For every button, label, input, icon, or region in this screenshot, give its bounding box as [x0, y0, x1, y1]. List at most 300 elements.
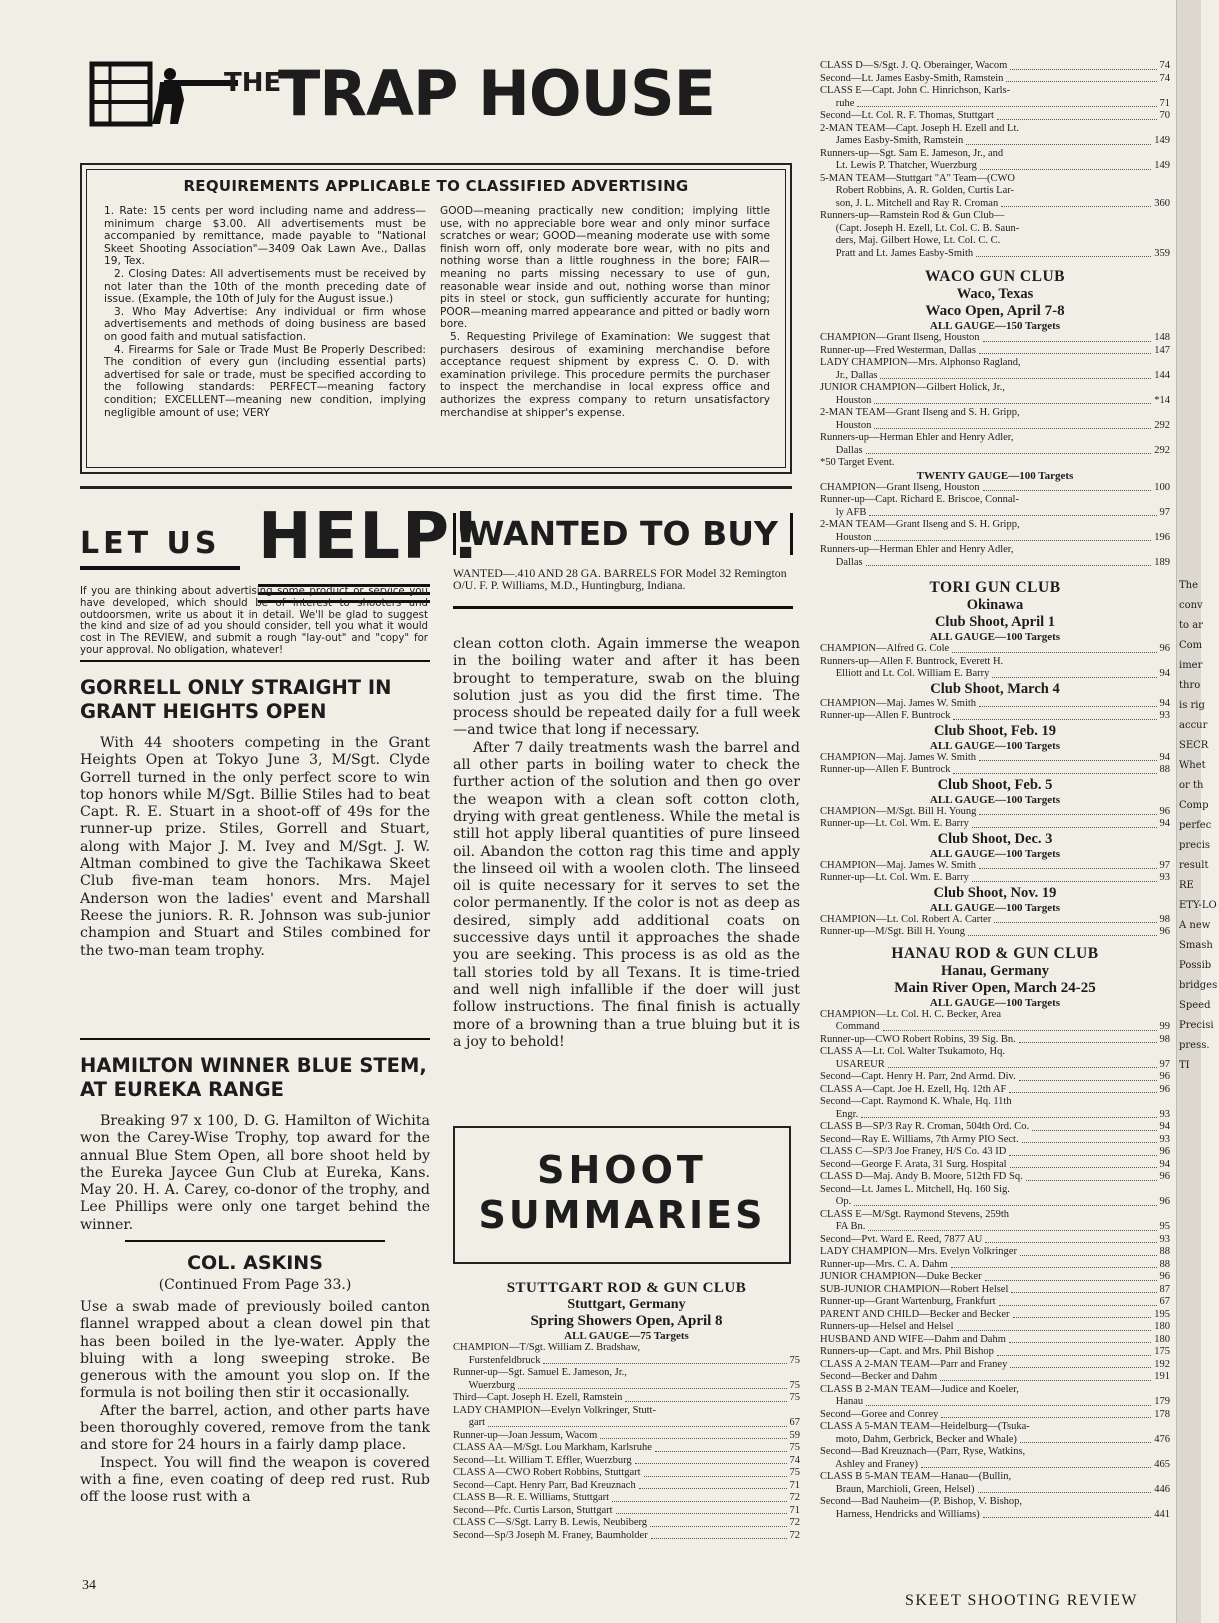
entry-score: 476: [1154, 1433, 1170, 1445]
stuttgart-list-row: [453, 1492, 800, 1505]
tori-event-gauge: ALL GAUGE—100 Targets: [929, 631, 1061, 643]
waco-list-1-row: [820, 357, 1170, 370]
dot-leader: [1011, 1292, 1156, 1293]
entry-score: 93: [1159, 872, 1170, 883]
stuttgart-list-row: [453, 1417, 800, 1430]
gorrell-article: [80, 660, 430, 960]
entry-label: CHAMPION—Grant Ilseng, Houston: [820, 481, 980, 493]
entry-label: Houston: [820, 394, 872, 406]
hanau-list-row: [820, 1034, 1170, 1047]
entry-label: LADY CHAMPION—Evelyn Volkringer, Stutt-: [453, 1404, 656, 1416]
entry-score: 191: [1154, 1371, 1170, 1382]
dot-leader: [983, 1517, 1151, 1518]
stuttgart-continued-list-row: [820, 223, 1170, 236]
stuttgart-list-row: [453, 1530, 800, 1543]
next-page-fragments: [1179, 576, 1219, 1076]
tori-event-row: [820, 698, 1170, 711]
dot-leader: [921, 1467, 1151, 1468]
tori-event-row: [820, 806, 1170, 819]
stuttgart-place: Stuttgart, Germany: [567, 1297, 686, 1312]
entry-score: 75: [789, 1442, 800, 1453]
entry-score: 446: [1154, 1483, 1170, 1495]
bluing-continued: [453, 636, 800, 1051]
entry-label: 2-MAN TEAM—Grant Ilseng and S. H. Gripp,: [820, 519, 1020, 530]
waco-list-1-row: [820, 345, 1170, 358]
entry-label: Runners-up—Ramstein Rod & Gun Club—: [820, 210, 1005, 221]
stuttgart-continued-list-row: [820, 248, 1170, 261]
hanau-list-row: [820, 1409, 1170, 1422]
entry-score: 96: [1159, 643, 1170, 654]
entry-score: 88: [1159, 764, 1170, 775]
entry-label: Runners-up—Herman Ehler and Henry Adler,: [820, 432, 1014, 443]
entry-label: Runner-up—Allen F. Buntrock: [820, 764, 951, 775]
entry-label: Runners-up—Sgt. Sam E. Jameson, Jr., and: [820, 147, 1004, 159]
dot-leader: [861, 1117, 1156, 1118]
dot-leader: [1010, 1367, 1151, 1368]
waco-list-2-row: [820, 557, 1170, 570]
stuttgart-continued-list-row: [820, 73, 1170, 86]
entry-label: CLASS A 2-MAN TEAM—Parr and Franey: [820, 1358, 1008, 1370]
entry-label: Runner-up—CWO Robert Robins, 39 Sig. Bn.: [820, 1033, 1016, 1045]
hanau-list-row: [820, 1234, 1170, 1247]
entry-label: Third—Capt. Joseph H. Ezell, Ramstein: [453, 1392, 623, 1403]
hanau-list-row: [820, 1246, 1170, 1259]
entry-label: 2-MAN TEAM—Grant Ilseng and S. H. Gripp,: [820, 407, 1020, 418]
magazine-footer: SKEET SHOOTING REVIEW: [905, 1592, 1138, 1609]
hanau-list-row: [820, 1421, 1170, 1434]
req-rate: 1. Rate: 15 cents per word including name and address—minimum charge $3.00. All advertisements must be accompanied by remittance, made payable to "National Skeet Shooting Association"—3409 Oak Lawn Ave., Dallas 19, Tex.: [104, 205, 426, 268]
dot-leader: [997, 1355, 1151, 1356]
waco-list-1-row: [820, 432, 1170, 445]
entry-label: CLASS E—M/Sgt. Raymond Stevens, 259th: [820, 1208, 1010, 1220]
hanau-list-row: [820, 1259, 1170, 1272]
hanau-list-row: [820, 1109, 1170, 1122]
entry-score: 94: [1159, 668, 1170, 679]
tori-event-gauge: ALL GAUGE—100 Targets: [929, 847, 1061, 860]
entry-label: 2-MAN TEAM—Capt. Joseph H. Ezell and Lt.: [820, 122, 1019, 134]
entry-label: Runner-up—Sgt. Samuel E. Jameson, Jr.,: [453, 1367, 627, 1378]
next-page-fragment: thro: [1179, 680, 1201, 691]
tori-event-title: Club Shoot, Feb. 19: [933, 722, 1057, 739]
req-who-may-advertise: 3. Who May Advertise: Any individual or firm whose advertisements and methods of doing business are based on good faith and mutual satisfaction.: [104, 305, 426, 343]
entry-label: Runner-up—Mrs. C. A. Dahm: [820, 1258, 948, 1270]
shoot-summaries-line-2: SUMMARIES: [478, 1193, 766, 1237]
dot-leader: [976, 256, 1151, 257]
dot-leader: [983, 341, 1152, 342]
hanau-list-row: [820, 1084, 1170, 1097]
entry-label: Runner-up—Grant Wartenburg, Frankfurt: [820, 1296, 996, 1307]
tori-event-row: [820, 764, 1170, 777]
dot-leader: [888, 1067, 1157, 1068]
entry-label: Elliott and Lt. Col. William E. Barry: [820, 668, 990, 679]
entry-label: Runners-up—Helsel and Helsel: [820, 1321, 954, 1332]
entry-label: Second—Capt. Henry H. Parr, 2nd Armd. Div.: [820, 1071, 1016, 1082]
masthead-title: TRAP HOUSE: [278, 57, 715, 130]
dot-leader: [953, 773, 1156, 774]
entry-label: Robert Robbins, A. R. Golden, Curtis Lar-: [820, 185, 1015, 196]
entry-label: Ashley and Franey): [820, 1458, 918, 1470]
waco-gauge-2: TWENTY GAUGE—100 Targets: [916, 469, 1074, 482]
req-examination: 5. Requesting Privilege of Examination: We suggest that purchasers desirous of examining merchandise before acceptance request shipment by express C. O. D. with examination privilege. This procedure permits the purchaser to inspect the merchandise in local express office and authorizes the express company to return unsatisfactory merchandise at shipper's expense.: [440, 330, 770, 419]
dot-leader: [980, 169, 1151, 170]
entry-score: 147: [1154, 344, 1170, 356]
entry-score: 99: [1159, 1021, 1170, 1032]
dot-leader: [1010, 69, 1156, 70]
tori-event-list: [820, 860, 1170, 885]
entry-score: 97: [1159, 506, 1170, 518]
entry-label: Runner-up—Lt. Col. Wm. E. Barry: [820, 872, 969, 883]
hanau-list-row: [820, 1134, 1170, 1147]
entry-score: 100: [1154, 481, 1170, 493]
dot-leader: [625, 1401, 786, 1402]
entry-label: Wuerzburg: [453, 1379, 516, 1391]
stuttgart-list: [453, 1342, 800, 1542]
hanau-list-row: [820, 1484, 1170, 1497]
stuttgart-continued-list-row: [820, 110, 1170, 123]
entry-label: Runners-up—Capt. and Mrs. Phil Bishop: [820, 1346, 994, 1357]
entry-score: 93: [1159, 710, 1170, 721]
dot-leader: [972, 881, 1157, 882]
hanau-list-row: [820, 1446, 1170, 1459]
hanau-list-row: [820, 1346, 1170, 1359]
entry-label: CLASS B—R. E. Williams, Stuttgart: [453, 1492, 610, 1503]
stuttgart-list-row: [453, 1455, 800, 1468]
next-page-fragment: conv: [1179, 600, 1203, 611]
next-page-fragment: A new: [1179, 920, 1211, 931]
entry-label: CLASS D—S/Sgt. J. Q. Oberainger, Wacom: [820, 60, 1008, 71]
dot-leader: [951, 1267, 1157, 1268]
waco-list-1-row: [820, 370, 1170, 383]
hanau-list-row: [820, 1471, 1170, 1484]
entry-score: 71: [1159, 97, 1170, 109]
stuttgart-continued-list-row: [820, 148, 1170, 161]
entry-label: CHAMPION—Maj. James W. Smith: [820, 697, 977, 709]
dot-leader: [940, 1380, 1151, 1381]
req-condition-standards: GOOD—meaning practically new condition; implying little use, with no appreciable bore wear and only minor surface scratches or wear; GOOD—meaning moderate use with some finish worn off, only moderate bore wear, with no pits and nothing worse than a little roughness in the bore; FAIR—meaning no parts missing necessary to use of gun, reasonable wear inside and out, nothing worse than minor pits in steel or stock, gun sufficiently accurate for hunting; POOR—meaning marred appearance and pitted or badly worn bore.: [440, 205, 770, 331]
tori-event-row: [820, 860, 1170, 873]
section-divider: [80, 486, 792, 489]
shoot-summaries-line-1: SHOOT: [537, 1148, 707, 1192]
tori-event-row: [820, 872, 1170, 885]
entry-score: 97: [1159, 859, 1170, 871]
entry-score: 96: [1159, 1071, 1170, 1082]
entry-score: 71: [789, 1479, 800, 1491]
hanau-list-row: [820, 1334, 1170, 1347]
dot-leader: [992, 677, 1156, 678]
entry-score: 72: [789, 1492, 800, 1503]
stuttgart-list-row: [453, 1505, 800, 1518]
entry-score: 75: [789, 1467, 800, 1478]
entry-score: 75: [789, 1379, 800, 1391]
entry-label: Engr.: [820, 1108, 859, 1120]
entry-score: 175: [1154, 1346, 1170, 1357]
entry-label: CHAMPION—Alfred G. Cole: [820, 643, 950, 654]
next-page-fragment: bridges: [1179, 980, 1218, 991]
dot-leader: [616, 1513, 787, 1514]
entry-score: 98: [1159, 913, 1170, 925]
entry-score: 72: [789, 1517, 800, 1528]
entry-label: Second—George F. Arata, 31 Surg. Hospital: [820, 1158, 1007, 1170]
hanau-list-row: [820, 1159, 1170, 1172]
entry-label: CLASS C—SP/3 Joe Franey, H/S Co. 43 ID: [820, 1146, 1007, 1157]
tori-event-title: Club Shoot, Dec. 3: [937, 830, 1053, 847]
dot-leader: [854, 1205, 1156, 1206]
next-page-edge: [1176, 0, 1218, 1623]
tori-club: TORI GUN CLUB: [929, 579, 1061, 596]
entry-label: ly AFB: [820, 506, 867, 518]
entry-label: Jr., Dallas: [820, 369, 878, 381]
entry-label: LADY CHAMPION—Mrs. Evelyn Volkringer: [820, 1246, 1017, 1257]
dot-leader: [1020, 1255, 1157, 1256]
entry-label: Pratt and Lt. James Easby-Smith: [820, 247, 974, 259]
waco-place: Waco, Texas: [956, 286, 1034, 302]
entry-score: 180: [1154, 1333, 1170, 1345]
stuttgart-event: Spring Showers Open, April 8: [530, 1313, 723, 1329]
next-page-fragment: The: [1179, 580, 1199, 591]
hanau-list-row: [820, 1009, 1170, 1022]
stuttgart-list-row: [453, 1355, 800, 1368]
next-page-fragment: Smash: [1179, 940, 1213, 951]
entry-label: ruhe: [820, 97, 855, 109]
stuttgart-list-row: [453, 1392, 800, 1405]
next-page-fragment: accur: [1179, 720, 1208, 731]
entry-score: 74: [1159, 60, 1170, 71]
gorrell-heading: GORRELL ONLY STRAIGHT IN GRANT HEIGHTS OPEN: [80, 676, 392, 723]
stuttgart-continued-list-row: [820, 235, 1170, 248]
entry-score: 94: [1159, 1158, 1170, 1170]
entry-label: CLASS A—CWO Robert Robbins, Stuttgart: [453, 1467, 641, 1478]
next-page-fragment: perfec: [1179, 820, 1212, 831]
dot-leader: [1019, 1080, 1157, 1081]
entry-label: HUSBAND AND WIFE—Dahm and Dahm: [820, 1333, 1006, 1345]
tori-event-row: [820, 668, 1170, 681]
next-page-fragment: Whet: [1179, 760, 1206, 771]
next-page-fragment: ETY-LO: [1179, 900, 1217, 911]
dot-leader: [985, 1242, 1156, 1243]
entry-label: son, J. L. Mitchell and Ray R. Croman: [820, 197, 999, 209]
tori-event-list: [820, 752, 1170, 777]
stuttgart-continued-list-row: [820, 210, 1170, 223]
stuttgart-list-row: [453, 1367, 800, 1380]
entry-label: Runner-up—Lt. Col. Wm. E. Barry: [820, 818, 969, 829]
tori-event-row: [820, 818, 1170, 831]
tori-event-list: [820, 698, 1170, 723]
dot-leader: [952, 652, 1156, 653]
next-page-fragment: Comp: [1179, 800, 1209, 811]
tori-event-row: [820, 752, 1170, 765]
hanau-list-row: [820, 1121, 1170, 1134]
hanau-list-row: [820, 1509, 1170, 1522]
entry-label: CLASS A—Lt. Col. Walter Tsukamoto, Hq.: [820, 1046, 1005, 1057]
entry-score: 88: [1159, 1246, 1170, 1257]
page-number: 34: [82, 1578, 96, 1593]
dot-leader: [979, 814, 1156, 815]
entry-score: 195: [1154, 1308, 1170, 1320]
waco-list-2-row: [820, 494, 1170, 507]
entry-score: 93: [1159, 1133, 1170, 1145]
dot-leader: [600, 1438, 786, 1439]
hamilton-article: [80, 1038, 430, 1234]
entry-score: 179: [1154, 1396, 1170, 1407]
requirements-col-2: [440, 205, 770, 419]
stuttgart-continued-list-row: [820, 60, 1170, 73]
dot-leader: [957, 1330, 1152, 1331]
entry-label: Second—Capt. Raymond K. Whale, Hq. 11th: [820, 1096, 1012, 1107]
stuttgart-continued-list-row: [820, 85, 1170, 98]
entry-score: *14: [1154, 394, 1170, 406]
stuttgart-list-row: [453, 1467, 800, 1480]
waco-list-1-row: [820, 407, 1170, 420]
hanau-list-row: [820, 1146, 1170, 1159]
entry-score: 95: [1159, 1221, 1170, 1232]
tori-event-title: Club Shoot, Feb. 5: [937, 776, 1053, 793]
entry-label: CLASS B 5-MAN TEAM—Hanau—(Bullin,: [820, 1471, 1012, 1482]
entry-label: Runner-up—Fred Westerman, Dallas: [820, 344, 976, 356]
dot-leader: [644, 1476, 787, 1477]
hanau-list-row: [820, 1496, 1170, 1509]
hamilton-heading: HAMILTON WINNER BLUE STEM, AT EUREKA RANGE: [80, 1054, 427, 1101]
stuttgart-club: STUTTGART ROD & GUN CLUB: [506, 1280, 747, 1296]
entry-score: 94: [1159, 751, 1170, 763]
dot-leader: [650, 1526, 786, 1527]
next-page-fragment: precis: [1179, 840, 1211, 851]
next-page-fragment: RE: [1179, 880, 1194, 891]
entry-label: CLASS C—S/Sgt. Larry B. Lewis, Neubiberg: [453, 1517, 648, 1528]
hanau-list-row: [820, 1209, 1170, 1222]
entry-label: Command: [820, 1021, 880, 1032]
entry-score: 96: [1159, 1083, 1170, 1095]
help-big-word: HELP!: [258, 500, 483, 574]
dot-leader: [866, 453, 1152, 454]
entry-label: Dallas: [820, 444, 863, 456]
gorrell-body: With 44 shooters competing in the Grant Heights Open at Tokyo June 3, M/Sgt. Clyde Gorrell turned in the only perfect score to win top honors while M/Sgt. Billie Stiles had to beat Capt. R. E. Stuart in a shoot-off of 49s for the runner-up prize. Stiles, Gorrell and Stuart, along with Major J. M. Ivey and M/Sgt. J. W. Altman combined to give the Tachikawa Skeet Club five-man team honors. Mrs. Majel Anderson won the ladies' event and Marshall Reese the juniors. R. R. Johnson was sub-junior champion and Stuart and Stiles combined for the two-man team trophy.: [80, 735, 430, 959]
entry-score: 93: [1159, 1233, 1170, 1245]
entry-label: CHAMPION—M/Sgt. Bill H. Young: [820, 805, 977, 817]
dot-leader: [883, 1030, 1157, 1031]
entry-score: 96: [1159, 1171, 1170, 1182]
entry-score: 196: [1154, 531, 1170, 543]
masthead: [88, 58, 788, 130]
dot-leader: [1009, 1155, 1156, 1156]
shoot-summaries-box: [453, 1126, 791, 1264]
hanau-list-row: [820, 1184, 1170, 1197]
dot-leader: [968, 935, 1156, 936]
dot-leader: [1022, 1142, 1157, 1143]
entry-label: CHAMPION—Maj. James W. Smith: [820, 859, 977, 871]
dot-leader: [1009, 1342, 1151, 1343]
dot-leader: [1009, 1092, 1156, 1093]
tori-events: [820, 614, 1170, 939]
dot-leader: [1013, 1317, 1152, 1318]
entry-score: 67: [789, 1417, 800, 1428]
dot-leader: [869, 515, 1156, 516]
stuttgart-continued-list-row: [820, 135, 1170, 148]
next-page-fragment: TI: [1179, 1060, 1190, 1071]
dot-leader: [874, 428, 1151, 429]
entry-score: 93: [1159, 1108, 1170, 1120]
waco-event: Waco Open, April 7-8: [925, 303, 1065, 319]
dot-leader: [1019, 1042, 1157, 1043]
entry-score: 74: [1159, 72, 1170, 84]
dot-leader: [953, 719, 1156, 720]
entry-score: 148: [1154, 332, 1170, 343]
dot-leader: [979, 760, 1156, 761]
askins-subtitle: (Continued From Page 33.): [158, 1277, 352, 1293]
tori-event-list: [820, 806, 1170, 831]
next-page-fragment: Precisi: [1179, 1020, 1214, 1031]
dot-leader: [979, 868, 1156, 869]
dot-leader: [866, 565, 1152, 566]
entry-label: Runners-up—Herman Ehler and Henry Adler,: [820, 544, 1014, 555]
waco-list-1-row: [820, 445, 1170, 458]
entry-score: 75: [789, 1354, 800, 1366]
askins-para-2: After the barrel, action, and other parts have been thoroughly covered, remove from the tank and store for 24 hours in a fairly damp place.: [80, 1402, 430, 1454]
dot-leader: [999, 1305, 1157, 1306]
entry-score: 97: [1159, 1058, 1170, 1070]
entry-label: CLASS B—SP/3 Ray R. Croman, 504th Ord. Co.: [820, 1121, 1030, 1132]
dot-leader: [1026, 1180, 1157, 1181]
stuttgart-gauge: ALL GAUGE—75 Targets: [564, 1330, 689, 1342]
dot-leader: [518, 1388, 786, 1389]
requirements-heading: REQUIREMENTS APPLICABLE TO CLASSIFIED ADVERTISING: [183, 177, 689, 195]
entry-label: Braun, Marchioli, Green, Helsel): [820, 1483, 975, 1495]
next-page-fragment: to ar: [1179, 620, 1203, 631]
dot-leader: [1020, 1442, 1151, 1443]
waco-list-2-row: [820, 544, 1170, 557]
stuttgart-continued-list-row: [820, 173, 1170, 186]
hanau-list-row: [820, 1309, 1170, 1322]
entry-label: James Easby-Smith, Ramstein: [820, 135, 964, 146]
entry-label: SUB-JUNIOR CHAMPION—Robert Helsel: [820, 1283, 1009, 1295]
next-page-fragment: result: [1179, 860, 1209, 871]
entry-label: Runner-up—Allen F. Buntrock: [820, 710, 951, 721]
wanted-box: [453, 513, 793, 609]
entry-label: *50 Target Event.: [820, 457, 895, 468]
waco-list-2-row: [820, 482, 1170, 495]
dot-leader: [543, 1363, 786, 1364]
entry-label: Runner-up—Joan Jessum, Wacom: [453, 1429, 598, 1441]
entry-label: CLASS A 5-MAN TEAM—Heidelburg—(Tsuka-: [820, 1421, 1030, 1432]
waco-list-2-row: [820, 532, 1170, 545]
right-column: [820, 60, 1170, 1521]
waco-list-1-row: [820, 457, 1170, 470]
dot-leader: [983, 490, 1152, 491]
stuttgart-list-row: [453, 1480, 800, 1493]
dot-leader: [635, 1463, 787, 1464]
entry-label: FA Bn.: [820, 1221, 866, 1232]
dot-leader: [880, 378, 1151, 379]
tori-event-gauge: ALL GAUGE—100 Targets: [929, 901, 1061, 914]
hanau-club: HANAU ROD & GUN CLUB: [891, 944, 1099, 962]
entry-score: 441: [1154, 1508, 1170, 1520]
next-page-fragment: is rig: [1179, 700, 1205, 711]
hanau-list-row: [820, 1434, 1170, 1447]
stuttgart-continued-list-row: [820, 123, 1170, 136]
entry-label: Second—Pvt. Ward E. Reed, 7877 AU: [820, 1233, 983, 1245]
entry-label: Runner-up—Capt. Richard E. Briscoe, Connal-: [820, 494, 1019, 505]
dot-leader: [979, 353, 1151, 354]
entry-score: 292: [1154, 419, 1170, 431]
entry-label: Second—Pfc. Curtis Larson, Stuttgart: [453, 1504, 613, 1516]
entry-label: Runners-up—Allen F. Buntrock, Everett H.: [820, 655, 1004, 667]
askins-para-1: Use a swab made of previously boiled canton flannel wrapped about a clean dowel pin that has been boiled in the lye-water. Apply the bluing with a long sweeping stroke. Be generous with the amount you slop on. If the formula is not boiling then stir it occasionally.: [80, 1299, 430, 1402]
entry-label: 5-MAN TEAM—Stuttgart "A" Team—(CWO: [820, 172, 1015, 184]
dot-leader: [978, 1492, 1152, 1493]
req-firearms: 4. Firearms for Sale or Trade Must Be Properly Described: The condition of every gun (including essential parts) advertised for sale or trade, must be specified according to the following standards: PERFECT—meaning factory condition; EXCELLENT—meaning new condition, implying negligible amount of use; VERY: [104, 343, 426, 419]
entry-label: Second—Sp/3 Joseph M. Franey, Baumholder: [453, 1529, 648, 1541]
help-box: [80, 500, 483, 656]
hanau-list-row: [820, 1284, 1170, 1297]
